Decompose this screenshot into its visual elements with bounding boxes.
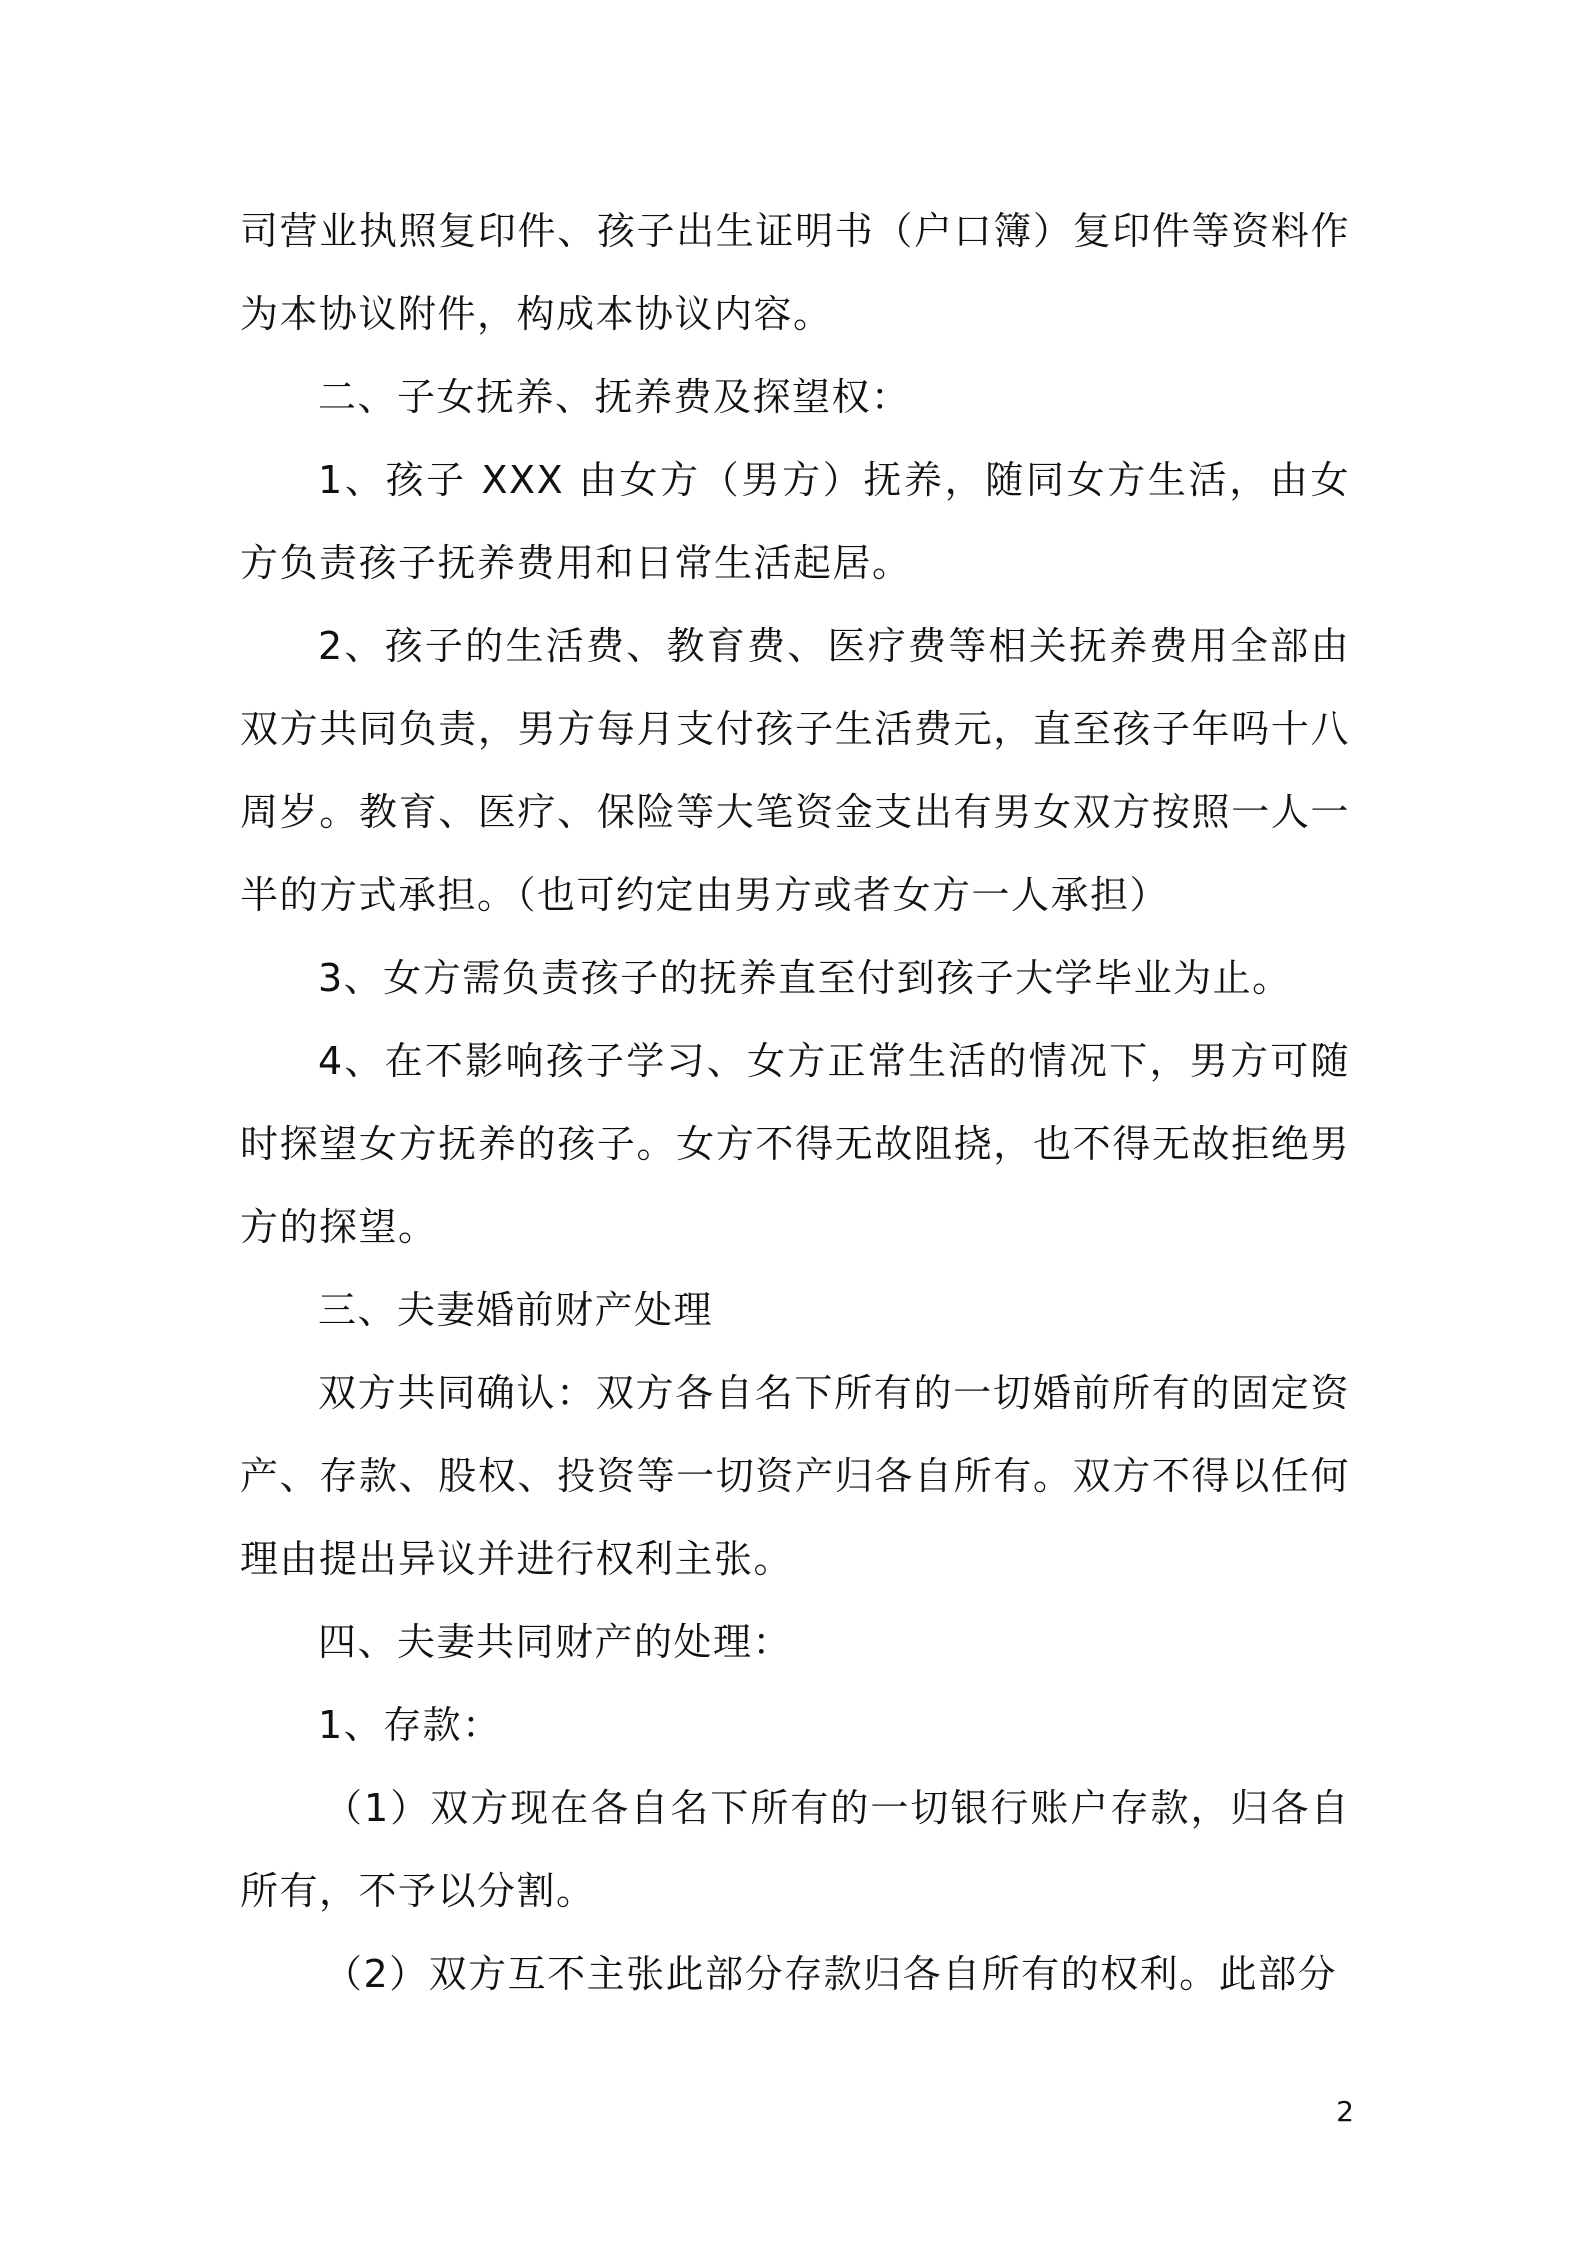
paragraph-custody-clause-4: 4、在不影响孩子学习、女方正常生活的情况下，男方可随时探望女方抚养的孩子。女方不得无故阻挠，也不得无故拒绝男方的探望。 [240,1039,1350,1249]
paragraph-premarital-property: 双方共同确认：双方各自名下所有的一切婚前所有的固定资产、存款、股权、投资等一切资产归各自所有。双方不得以任何理由提出异议并进行权利主张。 [240,1371,1350,1581]
paragraph-deposits-item-2: （2）双方互不主张此部分存款归各自所有的权利。此部分 [324,1952,1338,1996]
section-heading-joint-property: 四、夫妻共同财产的处理： [318,1620,793,1664]
paragraph-deposits-item-1: （1）双方现在各自名下所有的一切银行账户存款，归各自所有，不予以分割。 [240,1786,1350,1913]
paragraph-attachments-continued: 司营业执照复印件、孩子出生证明书（户口簿）复印件等资料作为本协议附件，构成本协议内容。 [240,209,1350,336]
paragraph-deposits-heading: 1、存款： [318,1703,502,1747]
paragraph-custody-clause-2: 2、孩子的生活费、教育费、医疗费等相关抚养费用全部由双方共同负责，男方每月支付孩子生活费元，直至孩子年吗十八周岁。教育、医疗、保险等大笔资金支出有男女双方按照一人一半的方式承担。（也可约定由男方或者女方一人承担） [240,624,1350,917]
paragraph-custody-clause-3: 3、女方需负责孩子的抚养直至付到孩子大学毕业为止。 [318,956,1292,1000]
section-heading-premarital-property: 三、夫妻婚前财产处理 [318,1288,714,1332]
page-number: 2 [1336,2095,1354,2128]
paragraph-custody-clause-1: 1、孩子 XXX 由女方（男方）抚养，随同女方生活，由女方负责孩子抚养费用和日常生活起居。 [240,458,1350,585]
document-body [240,190,1350,2016]
section-heading-child-custody: 二、子女抚养、抚养费及探望权： [318,375,911,419]
